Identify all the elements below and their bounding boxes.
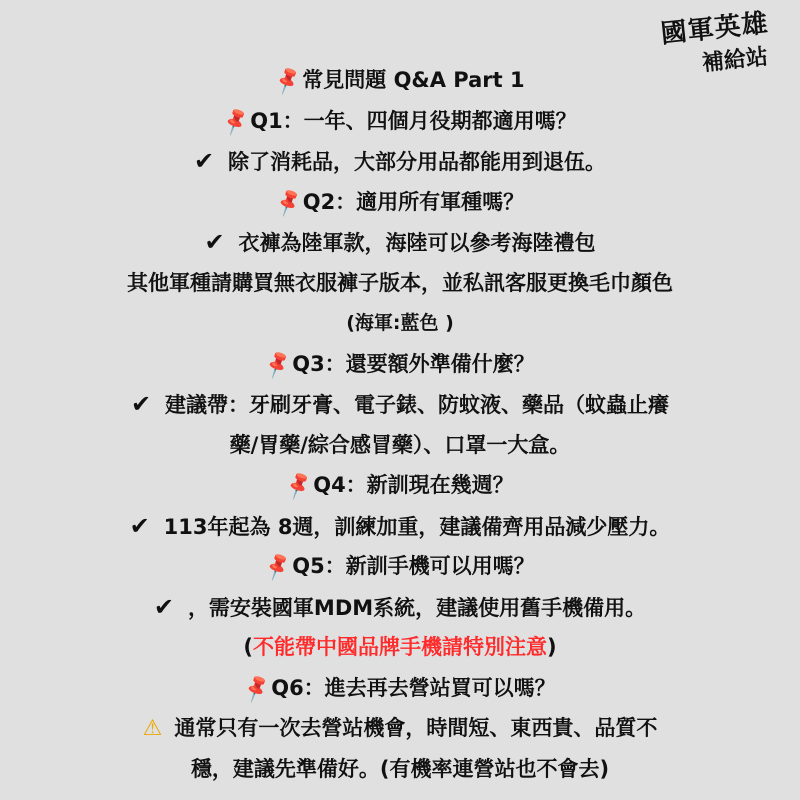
answer-5: ✔ ，需安裝國軍MDM系統，建議使用舊手機備用。	[0, 587, 800, 628]
answer-4: ✔ 113年起為 8週，訓練加重，建議備齊用品減少壓力。	[0, 506, 800, 547]
question-2: 📌Q2：適用所有軍種嗎？	[0, 182, 800, 223]
logo-line-1: 國軍英雄	[659, 8, 770, 50]
question-1: 📌Q1：一年、四個月役期都適用嗎？	[0, 101, 800, 142]
answer-6-line-1: ⚠ 通常只有一次去營站機會，時間短、東西貴、品質不	[0, 708, 800, 749]
answer-3-line-2: 藥/胃藥/綜合感冒藥）、口罩一大盒。	[229, 432, 571, 457]
pushpin-icon: 📌	[240, 671, 274, 704]
answer-2-line-3: (海軍:藍色 )	[346, 312, 454, 334]
pushpin-icon: 📌	[282, 468, 316, 502]
check-mark-icon: ✔	[129, 511, 150, 540]
answer-6-line-2: 穩，建議先準備好。(有機率連營站也不會去)	[190, 756, 610, 781]
pushpin-icon: 📌	[271, 185, 305, 218]
answer-3-line-1: ✔ 建議帶：牙刷牙膏、電子錶、防蚊液、藥品（蚊蟲止癢	[0, 384, 800, 425]
check-mark-icon: ✔	[130, 390, 152, 418]
answer-2-line-2: 其他軍種請購買無衣服褲子版本，並私訊客服更換毛巾顏色	[127, 270, 673, 295]
pushpin-icon: 📌	[261, 549, 295, 583]
faq-title: 📌常見問題 Q&A Part 1	[0, 60, 800, 101]
question-5: 📌Q5：新訓手機可以用嗎？	[0, 546, 800, 587]
faq-content	[0, 60, 800, 789]
question-6: 📌Q6：進去再去營站買可以嗎？	[0, 668, 800, 709]
check-mark-icon: ✔	[193, 147, 215, 175]
question-4: 📌Q4：新訓現在幾週？	[0, 465, 800, 506]
pushpin-icon: 📌	[271, 63, 305, 97]
pushpin-icon: 📌	[219, 104, 253, 137]
pushpin-icon: 📌	[261, 347, 295, 380]
logo-line-2: 補給站	[700, 43, 770, 77]
answer-5-note: (不能帶中國品牌手機請特別注意)	[243, 635, 557, 659]
answer-2-line-1: ✔ 衣褲為陸軍款，海陸可以參考海陸禮包	[0, 222, 800, 263]
question-3: 📌Q3：還要額外準備什麼？	[0, 344, 800, 385]
warning-icon: ⚠	[142, 716, 163, 741]
answer-1: ✔ 除了消耗品，大部分用品都能用到退伍。	[0, 141, 800, 182]
check-mark-icon: ✔	[153, 592, 174, 621]
warning-note: 不能帶中國品牌手機請特別注意	[253, 635, 547, 659]
check-mark-icon: ✔	[204, 228, 225, 256]
